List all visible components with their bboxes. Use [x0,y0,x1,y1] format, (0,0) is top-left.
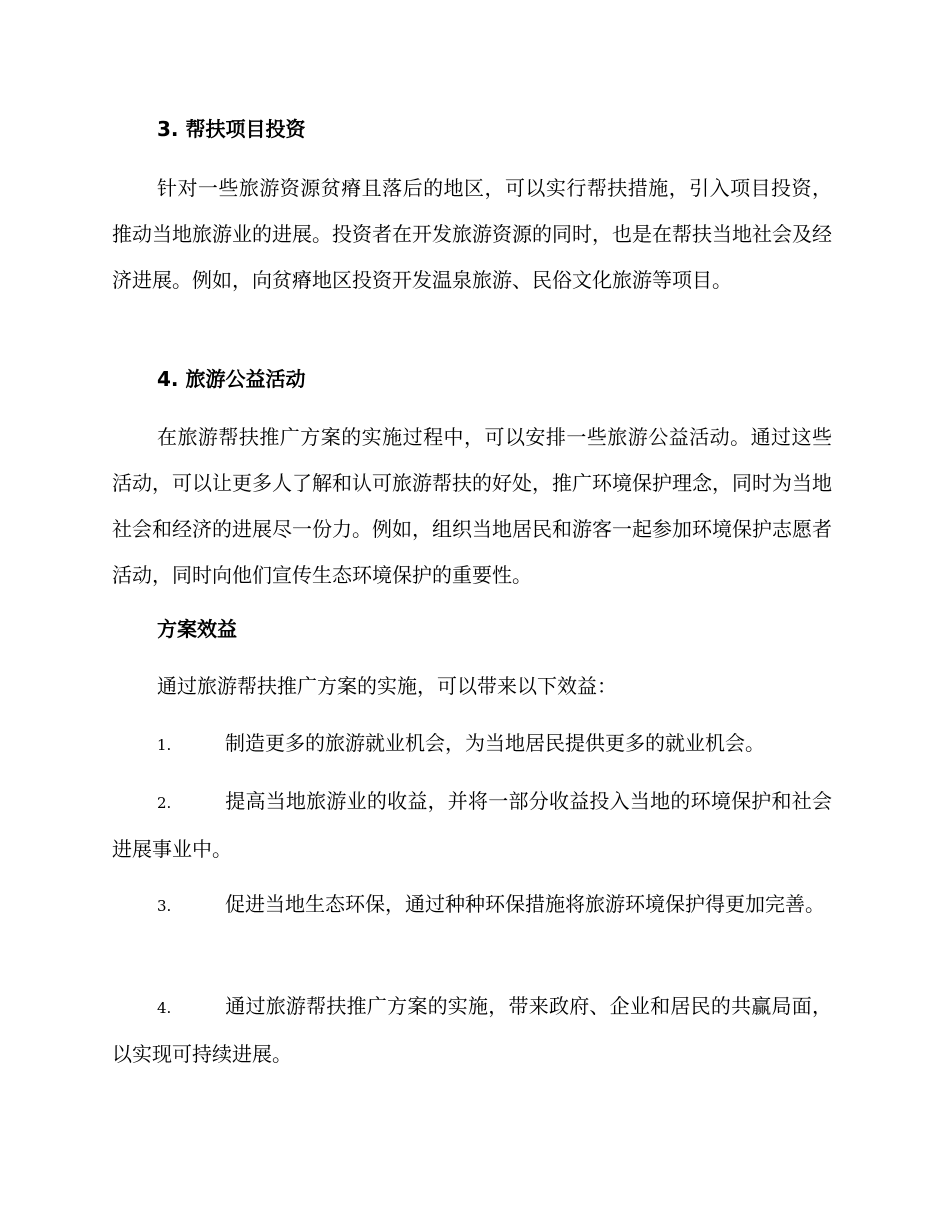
section-heading-project-investment: 3. 帮扶项目投资 [157,117,306,141]
benefit-item-number: 1. [157,736,172,754]
benefit-item [112,720,832,768]
benefit-item-number: 2. [157,794,172,812]
section-paragraph-project-investment: 针对一些旅游资源贫瘠且落后的地区，可以实行帮扶措施，引入项目投资，推动当地旅游业的进展。投资者在开发旅游资源的同时，也是在帮扶当地社会及经济进展。例如，向贫瘠地区投资开发温泉旅游、民俗文化旅游等项目。 [112,176,832,292]
benefit-item [112,983,832,1077]
benefit-item-text: 促进当地生态环保，通过种种环保措施将旅游环境保护得更加完善。 [225,892,825,916]
benefit-item [112,778,832,872]
benefit-item-text: 通过旅游帮扶推广方案的实施，带来政府、企业和居民的共赢局面，以实现可持续进展。 [112,994,832,1066]
benefit-item-text: 提高当地旅游业的收益，并将一部分收益投入当地的环境保护和社会进展事业中。 [112,789,832,861]
section-paragraph-public-welfare: 在旅游帮扶推广方案的实施过程中，可以安排一些旅游公益活动。通过这些活动，可以让更多人了解和认可旅游帮扶的好处，推广环境保护理念，同时为当地社会和经济的进展尽一份力。例如，组织当地居民和游客一起参加环境保护志愿者活动，同时向他们宣传生态环境保护的重要性。 [112,425,832,587]
benefit-item [112,881,832,929]
benefit-item-number: 3. [157,897,172,915]
benefits-intro: 通过旅游帮扶推广方案的实施，可以带来以下效益： [157,674,617,698]
benefits-heading: 方案效益 [157,617,237,641]
benefit-item-number: 4. [157,999,172,1017]
section-heading-public-welfare: 4. 旅游公益活动 [157,367,306,391]
benefit-item-text: 制造更多的旅游就业机会，为当地居民提供更多的就业机会。 [225,731,765,755]
